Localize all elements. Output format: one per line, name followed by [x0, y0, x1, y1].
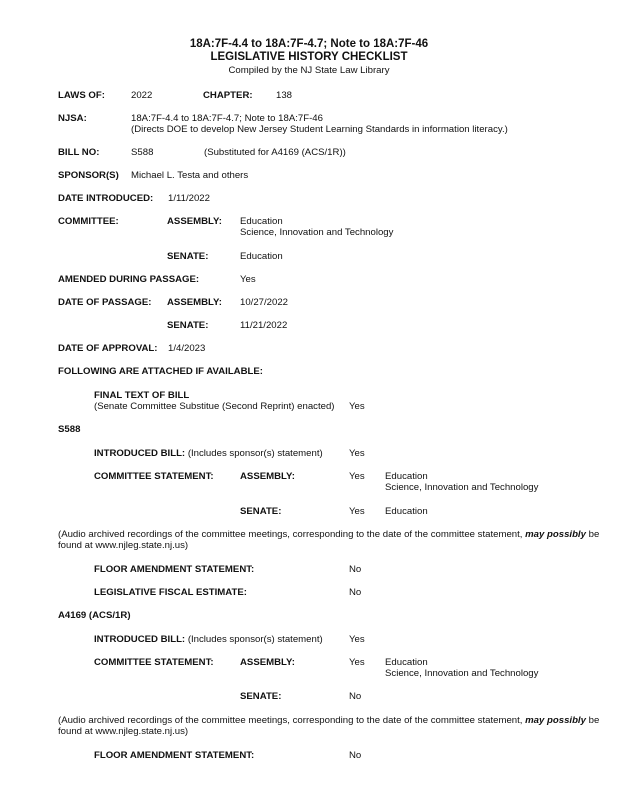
committee-label: COMMITTEE: [58, 216, 119, 227]
s588-assembly-label: ASSEMBLY: [240, 471, 295, 482]
a4169-senate-label: SENATE: [240, 691, 282, 702]
document-subtitle: LEGISLATIVE HISTORY CHECKLIST [210, 51, 408, 63]
a4169-assembly-value: Yes [349, 657, 365, 668]
a4169-introduced-value: Yes [349, 634, 365, 645]
s588-audio-emphasis: may possibly [525, 529, 586, 540]
njsa-label: NJSA: [58, 113, 87, 124]
committee-assembly-label: ASSEMBLY: [167, 216, 222, 227]
sponsor-label: SPONSOR(S) [58, 170, 119, 181]
njsa-value: 18A:7F-4.4 to 18A:7F-4.7; Note to 18A:7F-46 [131, 113, 323, 124]
s588-floor-value: No [349, 564, 362, 575]
a4169-assembly-committee-1: Education [385, 657, 428, 668]
passage-senate-label: SENATE: [167, 320, 209, 331]
a4169-audio-note [58, 715, 603, 737]
a4169-committee-label: COMMITTEE STATEMENT: [94, 657, 214, 668]
a4169-audio-text-end: be found at www.njleg.state.nj.us) [58, 715, 600, 737]
bill-no-value: S588 [131, 147, 154, 158]
a4169-assembly-committee-2: Science, Innovation and Technology [385, 668, 539, 679]
a4169-heading: A4169 (ACS/1R) [58, 610, 131, 621]
a4169-introduced-label: INTRODUCED BILL: [94, 634, 186, 645]
passage-assembly-value: 10/27/2022 [240, 297, 289, 308]
s588-senate-value: Yes [349, 506, 365, 517]
approval-value: 1/4/2023 [168, 343, 206, 354]
a4169-audio-emphasis: may possibly [525, 715, 586, 726]
s588-audio-note [58, 529, 603, 551]
s588-introduced-row [94, 448, 323, 459]
passage-senate-value: 11/21/2022 [240, 320, 288, 331]
s588-assembly-committee-1: Education [385, 471, 428, 482]
a4169-floor-label: FLOOR AMENDMENT STATEMENT: [94, 750, 255, 761]
s588-assembly-committee-2: Science, Innovation and Technology [385, 482, 539, 493]
amended-label: AMENDED DURING PASSAGE: [58, 274, 200, 285]
njsa-description: (Directs DOE to develop New Jersey Student Learning Standards in information literacy.) [131, 124, 508, 135]
passage-label: DATE OF PASSAGE: [58, 297, 152, 308]
s588-committee-label: COMMITTEE STATEMENT: [94, 471, 214, 482]
a4169-introduced-note: (Includes sponsor(s) statement) [187, 634, 323, 645]
amended-value: Yes [240, 274, 256, 285]
s588-introduced-note: (Includes sponsor(s) statement) [187, 448, 323, 459]
s588-heading: S588 [58, 424, 81, 435]
a4169-assembly-label: ASSEMBLY: [240, 657, 295, 668]
approval-label: DATE OF APPROVAL: [58, 343, 158, 354]
laws-of-value: 2022 [131, 90, 153, 101]
a4169-senate-value: No [349, 691, 362, 702]
s588-audio-text: (Audio archived recordings of the committee meetings, corresponding to the date of the committee statement, [58, 529, 526, 540]
s588-introduced-label: INTRODUCED BILL: [94, 448, 186, 459]
final-text-label: FINAL TEXT OF BILL [94, 390, 190, 401]
a4169-floor-value: No [349, 750, 362, 761]
s588-audio-text-end: be found at www.njleg.state.nj.us) [58, 529, 600, 551]
chapter-value: 138 [276, 90, 293, 101]
bill-substitution-note: (Substituted for A4169 (ACS/1R)) [204, 147, 346, 158]
laws-of-label: LAWS OF: [58, 90, 105, 101]
a4169-audio-text: (Audio archived recordings of the committee meetings, corresponding to the date of the committee statement, [58, 715, 526, 726]
s588-senate-committee: Education [385, 506, 428, 517]
date-introduced-value: 1/11/2022 [168, 193, 210, 204]
s588-introduced-value: Yes [349, 448, 365, 459]
attached-heading: FOLLOWING ARE ATTACHED IF AVAILABLE: [58, 366, 263, 377]
committee-senate-value: Education [240, 251, 283, 262]
date-introduced-label: DATE INTRODUCED: [58, 193, 154, 204]
committee-assembly-value-2: Science, Innovation and Technology [240, 227, 394, 238]
s588-senate-label: SENATE: [240, 506, 282, 517]
s588-fiscal-value: No [349, 587, 362, 598]
final-text-value: Yes [349, 401, 365, 412]
s588-floor-label: FLOOR AMENDMENT STATEMENT: [94, 564, 255, 575]
bill-no-label: BILL NO: [58, 147, 100, 158]
s588-assembly-value: Yes [349, 471, 365, 482]
compiled-by: Compiled by the NJ State Law Library [228, 65, 390, 76]
chapter-label: CHAPTER: [203, 90, 253, 101]
committee-senate-label: SENATE: [167, 251, 209, 262]
a4169-introduced-row [94, 634, 323, 645]
committee-assembly-value: Education [240, 216, 283, 227]
final-text-note: (Senate Committee Substitue (Second Reprint) enacted) [94, 401, 335, 412]
sponsor-value: Michael L. Testa and others [131, 170, 249, 181]
passage-assembly-label: ASSEMBLY: [167, 297, 222, 308]
document-title: 18A:7F-4.4 to 18A:7F-4.7; Note to 18A:7F-46 [189, 38, 429, 50]
s588-fiscal-label: LEGISLATIVE FISCAL ESTIMATE: [94, 587, 247, 598]
